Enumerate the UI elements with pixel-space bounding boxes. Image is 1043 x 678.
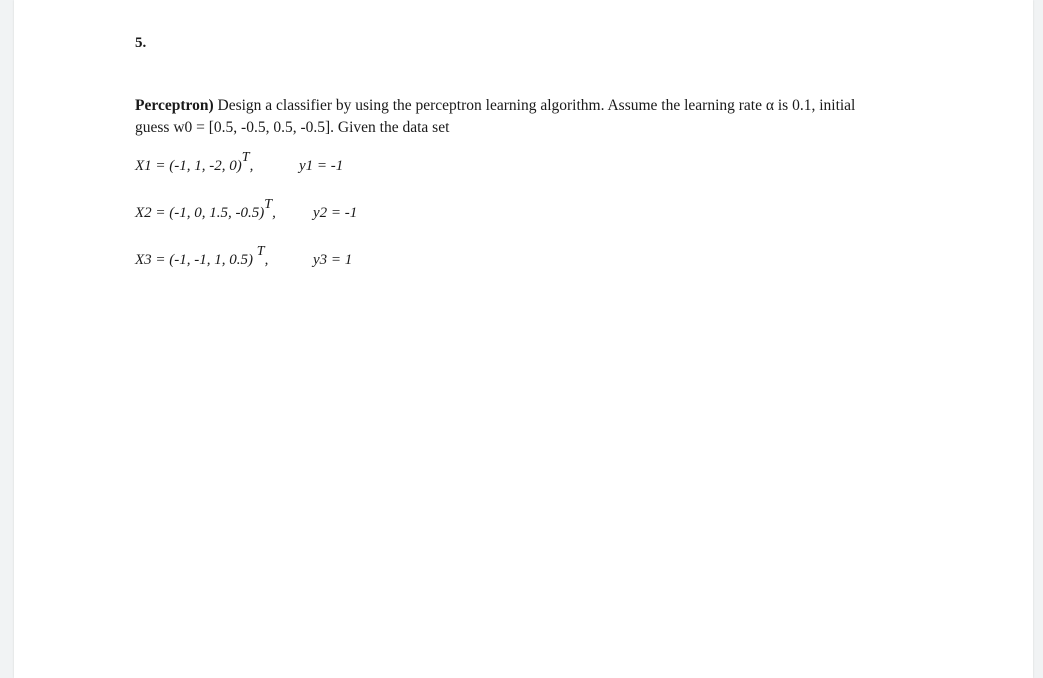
problem-text-line1: Design a classifier by using the perceptron learning algorithm. Assume the learning rate α is 0.1, initial bbox=[213, 97, 856, 114]
separator: , bbox=[264, 252, 269, 268]
x3-vector: X3 = (-1, -1, 1, 0.5) bbox=[135, 252, 257, 268]
question-number: 5. bbox=[135, 35, 147, 51]
transpose-mark: T bbox=[241, 150, 250, 165]
x2-vector: X2 = (-1, 0, 1.5, -0.5) bbox=[135, 205, 265, 221]
data-point-x1 bbox=[135, 150, 344, 175]
y3-label: y3 = 1 bbox=[313, 252, 353, 268]
data-point-x3 bbox=[135, 244, 353, 269]
problem-title: Perceptron) bbox=[135, 97, 214, 114]
document-page bbox=[14, 0, 1033, 678]
separator: , bbox=[272, 205, 276, 221]
problem-text-line2: guess w0 = [0.5, -0.5, 0.5, -0.5]. Given the data set bbox=[135, 119, 450, 136]
separator: , bbox=[249, 158, 254, 174]
data-point-x2 bbox=[135, 197, 358, 222]
problem-statement bbox=[135, 95, 925, 139]
x1-vector: X1 = (-1, 1, -2, 0) bbox=[135, 158, 242, 174]
transpose-mark: T bbox=[256, 244, 265, 259]
y1-label: y1 = -1 bbox=[299, 158, 344, 174]
transpose-mark: T bbox=[264, 197, 273, 212]
y2-label: y2 = -1 bbox=[313, 205, 358, 221]
